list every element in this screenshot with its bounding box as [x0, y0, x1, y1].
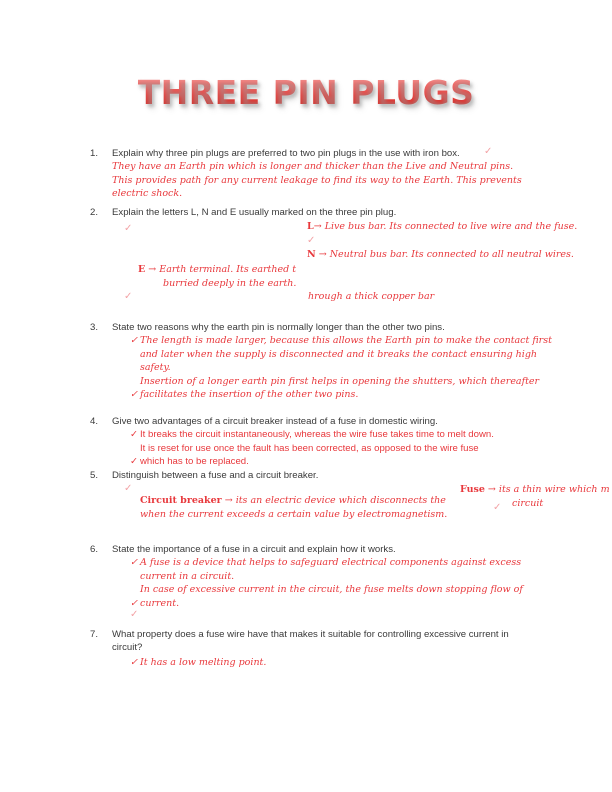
answer-2-earth [138, 263, 358, 290]
live-label: L [307, 221, 314, 232]
check-icon: ✓ [130, 389, 138, 401]
question-4 [90, 415, 530, 428]
answer-7-line-1: ✓ It has a low melting point. [130, 657, 267, 668]
check-icon: ✓ [130, 657, 138, 668]
answer-2-earth-fragment [308, 290, 568, 304]
check-icon: ✓ [307, 235, 316, 246]
fuse-arrow: → [487, 484, 496, 495]
answer-3-line-5: ✓ facilitates the insertion of the other two pins. [130, 389, 359, 401]
question-2-text: Explain the letters L, N and E usually marked on the three pin plug. [112, 207, 397, 218]
question-1 [90, 147, 530, 160]
circuit-breaker-label: Circuit breaker [140, 495, 222, 506]
check-icon: ✓ [124, 291, 133, 302]
answer-7 [130, 656, 540, 670]
page-title: THREE PIN PLUGS [137, 73, 475, 112]
fuse-line-2: circuit [512, 497, 544, 509]
question-3-number: 3. [90, 322, 99, 333]
answer-3 [130, 334, 552, 402]
question-3 [90, 321, 530, 334]
answer-5-circuit-breaker [140, 494, 470, 521]
answer-3-line-4: Insertion of a longer earth pin first helps in opening the shutters, which thereafter [140, 375, 540, 387]
earth-fragment-text: hrough a thick copper bar [308, 291, 435, 302]
answer-5-fuse [460, 483, 612, 510]
answer-4-line-3: ✓ which has to be replaced. [130, 456, 249, 468]
question-5 [90, 469, 530, 482]
answer-6-line-3: In case of excessive current in the circuit, the fuse melts down stopping flow of [140, 584, 523, 596]
neutral-text: Neutral bus bar. Its connected to all neutral wires. [329, 249, 574, 260]
check-icon: ✓ [493, 502, 502, 513]
question-5-text: Distinguish between a fuse and a circuit breaker. [112, 470, 319, 481]
question-6 [90, 543, 530, 556]
question-6-number: 6. [90, 544, 99, 555]
question-7 [90, 628, 540, 655]
question-4-text: Give two advantages of a circuit breaker instead of a fuse in domestic wiring. [112, 416, 438, 427]
question-1-text: Explain why three pin plugs are preferred to two pin plugs in the use with iron box. [112, 148, 460, 159]
circuit-breaker-line-2: when the current exceeds a certain value by electromagnetism. [140, 508, 448, 520]
question-7-text-line-2: circuit? [112, 642, 143, 654]
neutral-arrow: → [318, 249, 327, 260]
check-icon: ✓ [130, 456, 139, 468]
circuit-breaker-arrow: → [224, 495, 233, 506]
check-icon: ✓ [124, 483, 133, 494]
fuse-line-1: its a thin wire which m [498, 484, 610, 495]
answer-4-line-1: ✓ It breaks the circuit instantaneously, whereas the wire fuse takes time to melt down. [130, 429, 494, 440]
earth-text-line-1: Earth terminal. Its earthed t [159, 264, 297, 275]
answer-6 [130, 556, 540, 610]
answer-3-line-1: ✓ The length is made larger, because this allows the Earth pin to make the contact first [130, 335, 552, 346]
neutral-label: N [307, 249, 316, 260]
earth-text-line-2: burried deeply in the earth. [163, 277, 297, 289]
check-icon: ✓ [130, 429, 139, 440]
answer-6-line-4: ✓ current. [130, 597, 180, 609]
question-5-number: 5. [90, 470, 99, 481]
earth-arrow: → [148, 264, 157, 275]
check-icon: ✓ [130, 557, 138, 568]
check-icon: ✓ [124, 223, 133, 234]
live-text: Live bus bar. Its connected to live wire and the fuse. [324, 221, 578, 232]
question-2 [90, 206, 530, 219]
check-icon: ✓ [130, 597, 138, 609]
fuse-label: Fuse [460, 484, 485, 495]
question-2-number: 2. [90, 207, 99, 218]
circuit-breaker-line-1: its an electric device which disconnects the [235, 495, 446, 506]
answer-2-neutral [307, 248, 612, 262]
check-icon: ✓ [130, 609, 139, 620]
question-1-number: 1. [90, 148, 99, 159]
answer-2-live [307, 220, 612, 234]
question-3-text: State two reasons why the earth pin is normally longer than the other two pins. [112, 322, 445, 333]
answer-1-line-3: electric shock. [112, 188, 183, 200]
answer-1 [112, 160, 532, 201]
question-4-number: 4. [90, 416, 99, 427]
question-7-number: 7. [90, 629, 99, 640]
answer-3-line-2: and later when the supply is disconnected and it breaks the contact ensuring high [140, 348, 538, 360]
answer-4-line-2: It is reset for use once the fault has been corrected, as opposed to the wire fuse [140, 442, 479, 454]
live-arrow: → [313, 221, 322, 232]
answer-1-line-2: This provides path for any current leakage to find its way to the Earth. This prevents [112, 174, 522, 186]
check-icon: ✓ [484, 146, 493, 157]
answer-4 [130, 428, 540, 469]
check-icon: ✓ [130, 335, 138, 346]
answer-1-line-1: They have an Earth pin which is longer and thicker than the Live and Neutral pins. [112, 161, 514, 172]
question-7-text-line-1: What property does a fuse wire have that makes it suitable for controlling excessive current in [112, 629, 509, 640]
answer-3-line-3: safety. [140, 362, 171, 374]
question-6-text: State the importance of a fuse in a circuit and explain how it works. [112, 544, 396, 555]
answer-6-line-1: ✓ A fuse is a device that helps to safeguard electrical components against excess [130, 557, 522, 568]
answer-6-line-2: current in a circuit. [140, 570, 235, 582]
earth-label: E [138, 264, 146, 275]
